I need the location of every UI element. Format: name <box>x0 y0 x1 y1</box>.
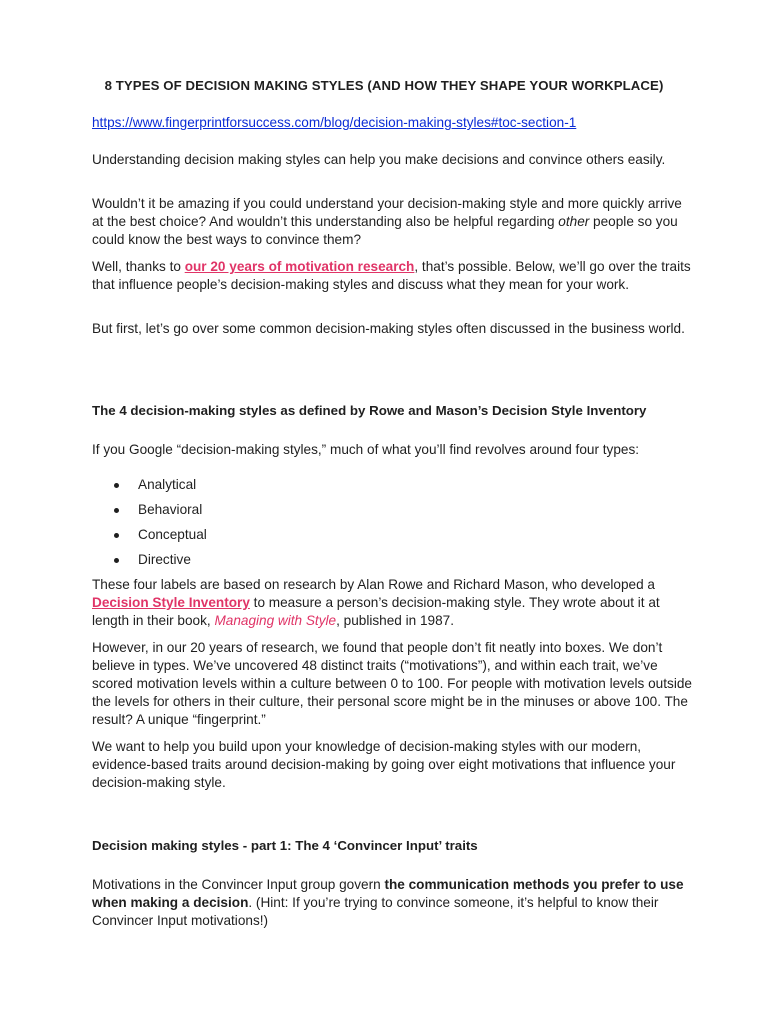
paragraph-3-text-b: , that’s possible. Below, we’ll go over the traits that influence people’s decision-making styles and discuss what they mean for your work. <box>92 259 691 292</box>
styles-bullet-list <box>92 476 207 576</box>
bullet-dot <box>114 508 119 513</box>
bullet-dot <box>114 483 119 488</box>
paragraph-2-text-a: Wouldn’t it be amazing if you could understand your decision-making style and more quickly arrive at the best choice? And wouldn’t this understanding also be helpful regarding <box>92 196 682 229</box>
paragraph-6-text-c: , published in 1987. <box>336 613 454 628</box>
bullet-dot <box>114 533 119 538</box>
list-item <box>92 501 207 526</box>
document-title: 8 TYPES OF DECISION MAKING STYLES (AND HOW THEY SHAPE YOUR WORKPLACE) <box>104 78 664 93</box>
list-item-label: Conceptual <box>138 527 207 542</box>
paragraph-2-emphasis: other <box>558 214 590 229</box>
motivation-research-link[interactable]: our 20 years of motivation research <box>184 259 415 274</box>
paragraph-5: If you Google “decision-making styles,” much of what you’ll find revolves around four types: <box>92 442 640 457</box>
list-item <box>92 526 207 551</box>
paragraph-9-bold: the communication methods you prefer to use when making a decision <box>92 877 684 910</box>
paragraph-9-text-a: Motivations in the Convincer Input group govern <box>92 877 385 892</box>
list-item-label: Directive <box>138 552 191 567</box>
paragraph-3 <box>92 258 692 294</box>
decision-style-inventory-link[interactable]: Decision Style Inventory <box>92 595 250 610</box>
bullet-dot <box>114 558 119 563</box>
paragraph-6 <box>92 576 692 630</box>
paragraph-2 <box>92 195 692 249</box>
paragraph-2-text-b: people so you could know the best ways to convince them? <box>92 214 678 247</box>
list-item <box>92 551 207 576</box>
list-item-label: Analytical <box>138 477 197 492</box>
paragraph-3-text-a: Well, thanks to <box>92 259 185 274</box>
paragraph-intro: Understanding decision making styles can help you make decisions and convince others easily. <box>92 152 666 167</box>
paragraph-6-text-b: to measure a person’s decision-making style. They wrote about it at length in their book, <box>92 595 660 628</box>
section-heading-2: Decision making styles - part 1: The 4 ‘Convincer Input’ traits <box>92 838 478 853</box>
paragraph-7: However, in our 20 years of research, we found that people don’t fit neatly into boxes. We don’t believe in types. We’ve uncovered 48 distinct traits (“motivations”), and within each trait, we’ve scored motivation levels within a culture between 0 to 100. For people with motivation levels outside the levels for others in their culture, their personal score might be in the minuses or above 100. The result? A unique “fingerprint.” <box>92 640 692 727</box>
paragraph-9 <box>92 876 692 930</box>
list-item <box>92 476 207 501</box>
paragraph-8: We want to help you build upon your knowledge of decision-making styles with our modern, evidence-based traits around decision-making by going over eight motivations that influence your decision-making style. <box>92 739 676 790</box>
book-title: Managing with Style <box>214 613 337 628</box>
section-heading-1: The 4 decision-making styles as defined by Rowe and Mason’s Decision Style Inventory <box>92 403 647 418</box>
source-url-link[interactable]: https://www.fingerprintforsuccess.com/blog/decision-making-styles#toc-section-1 <box>92 115 577 130</box>
list-item-label: Behavioral <box>138 502 203 517</box>
paragraph-4: But first, let’s go over some common decision-making styles often discussed in the business world. <box>92 321 685 336</box>
paragraph-9-text-b: . (Hint: If you’re trying to convince someone, it’s helpful to know their Convincer Input motivations!) <box>92 895 659 928</box>
paragraph-6-text-a: These four labels are based on research by Alan Rowe and Richard Mason, who developed a <box>92 577 655 592</box>
